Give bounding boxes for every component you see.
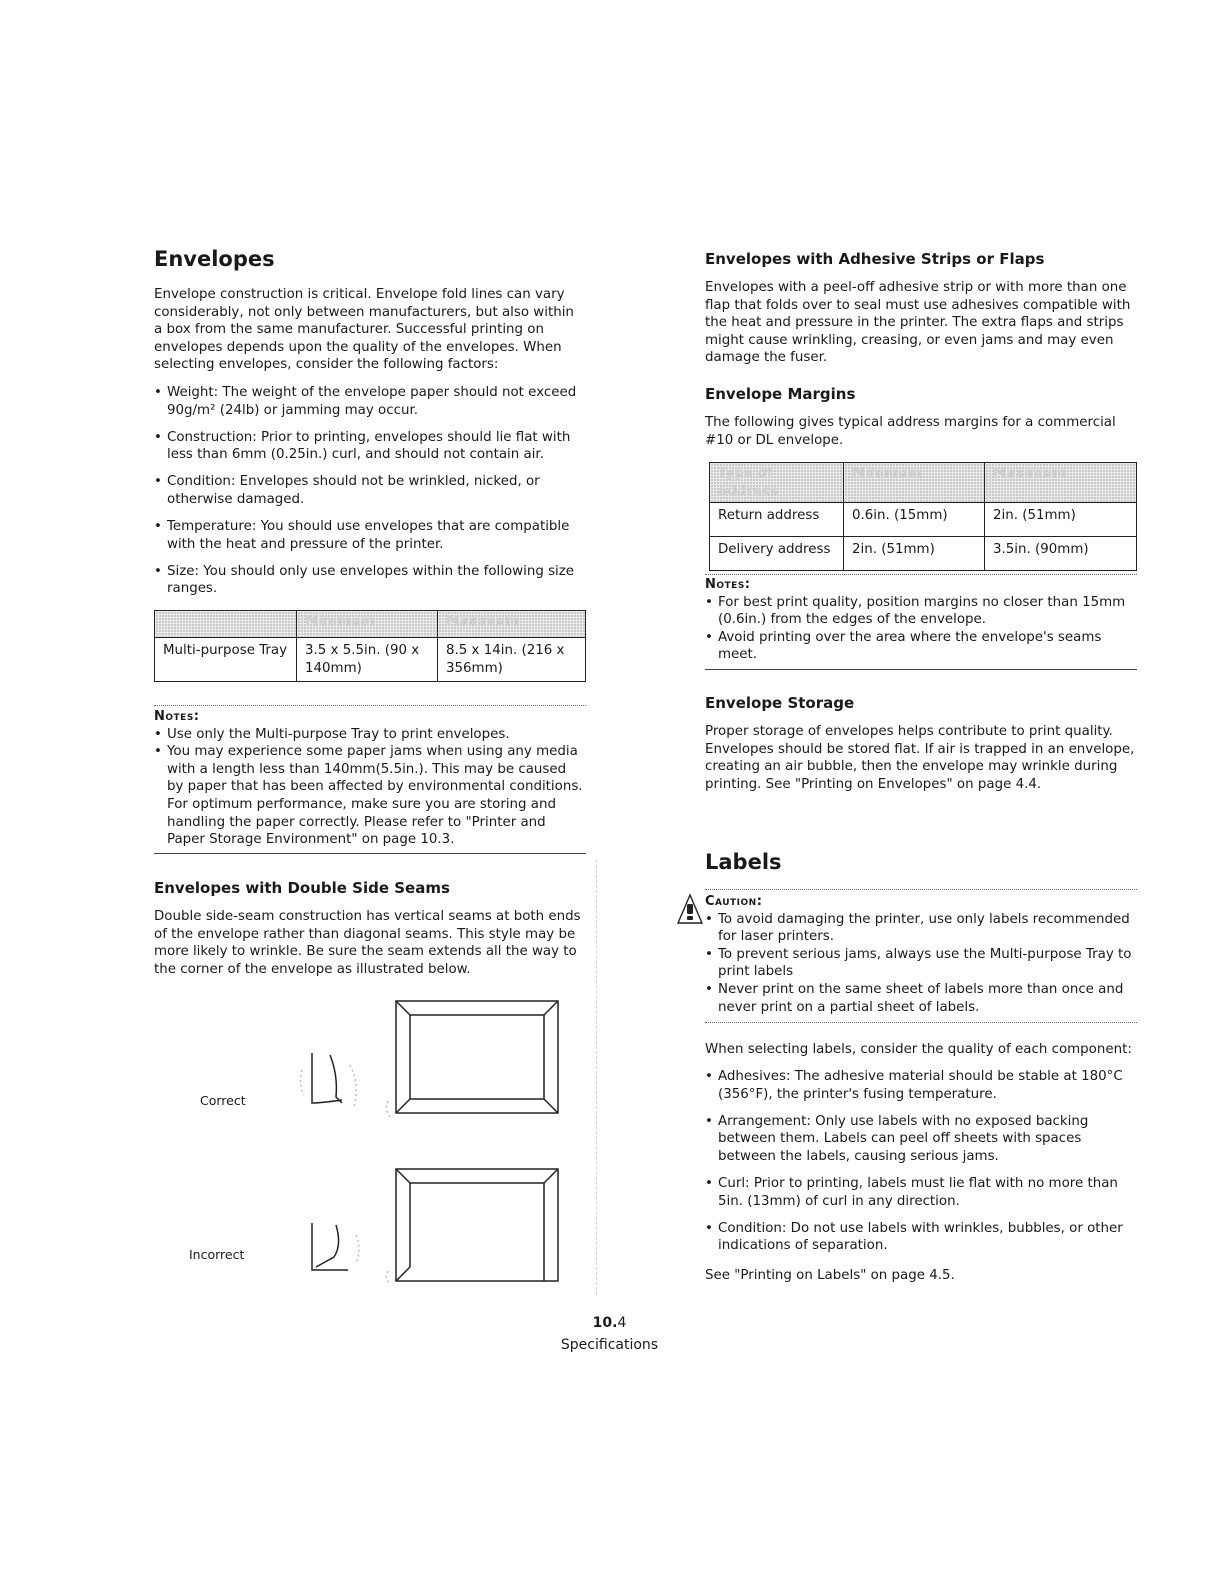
- table-header: Type of address: [710, 463, 844, 503]
- list-item: • You may experience some paper jams when using any media with a length less than 140mm(5.5in.). This may be caused by paper that has been affected by environmental conditions. For optimum performance, make sure you are storing and handling the paper correctly. Please refer to "Printer and Paper Storage Environment" on page 10.3.: [154, 743, 586, 849]
- incorrect-label: Incorrect: [189, 1247, 245, 1262]
- list-item: • For best print quality, position margins no closer than 15mm (0.6in.) from the edges of the envelope.: [705, 594, 1137, 629]
- table-header: Maximum: [438, 611, 586, 638]
- notes-top-rule: [154, 705, 586, 706]
- table-row: [710, 503, 1137, 537]
- notes-bottom-rule: [705, 669, 1137, 670]
- envelope-notes: [154, 708, 586, 849]
- storage-text: Proper storage of envelopes helps contribute to print quality. Envelopes should be stored flat. If air is trapped in an envelope, creating an air bubble, then the envelope may wrinkle during printing. See "Printing on Envelopes" on page 4.4.: [705, 724, 1135, 792]
- list-item: • Adhesives: The adhesive material should be stable at 180°C (356°F), the printer's fusing temperature.: [705, 1068, 1137, 1103]
- column-divider: [596, 860, 597, 1295]
- caution-list: [705, 911, 1137, 1017]
- margin-notes: [705, 576, 1137, 664]
- labels-heading: Labels: [705, 850, 782, 874]
- table-cell: Multi-purpose Tray: [155, 638, 297, 682]
- table-cell: Return address: [710, 503, 844, 537]
- envelopes-intro: Envelope construction is critical. Envelope fold lines can vary considerably, not only between manufacturers, but also within a box from the same manufacturer. Successful printing on envelopes depends upon the quality of the envelopes. When selecting envelopes, consider the following factors:: [154, 287, 574, 373]
- table-cell: 2in. (51mm): [985, 503, 1137, 537]
- labels-see-also: See "Printing on Labels" on page 4.5.: [705, 1268, 955, 1283]
- table-cell: 8.5 x 14in. (216 x 356mm): [438, 638, 586, 682]
- list-item: • Construction: Prior to printing, envelopes should lie flat with less than 6mm (0.25in.) curl, and should not contain air.: [154, 429, 586, 464]
- incorrect-envelope-icon: [386, 1169, 558, 1285]
- notes-list: [154, 726, 586, 849]
- table-cell: 3.5in. (90mm): [985, 537, 1137, 571]
- envelope-size-table: [154, 610, 586, 682]
- list-item: • Weight: The weight of the envelope paper should not exceed 90g/m² (24lb) or jamming may occur.: [154, 384, 586, 419]
- list-item: • Temperature: You should use envelopes that are compatible with the heat and pressure of the printer.: [154, 518, 586, 553]
- margins-text: The following gives typical address margins for a commercial #10 or DL envelope.: [705, 415, 1116, 448]
- list-item: • Condition: Envelopes should not be wrinkled, nicked, or otherwise damaged.: [154, 473, 586, 508]
- correct-seam-detail-icon: [300, 1053, 356, 1107]
- notes-top-rule: [705, 574, 1137, 575]
- correct-label: Correct: [200, 1093, 246, 1108]
- margins-table: [709, 462, 1137, 571]
- labels-intro: When selecting labels, consider the quality of each component:: [705, 1042, 1132, 1057]
- caution-heading: Caution:: [705, 894, 763, 909]
- adhesive-text: Envelopes with a peel-off adhesive strip or with more than one flap that folds over to seal must use adhesives compatible with the heat and pressure in the printer. The extra flaps and strips might cause wrinkling, creasing, or even jams and may even damage the fuser.: [705, 280, 1131, 366]
- page-num: 4: [617, 1315, 627, 1331]
- adhesive-heading: Envelopes with Adhesive Strips or Flaps: [705, 250, 1045, 268]
- page-number: [0, 1315, 1219, 1331]
- list-item: • Size: You should only use envelopes within the following size ranges.: [154, 563, 586, 598]
- margins-heading: Envelope Margins: [705, 385, 856, 403]
- storage-heading: Envelope Storage: [705, 694, 855, 712]
- table-cell: 0.6in. (15mm): [844, 503, 985, 537]
- table-row: [710, 537, 1137, 571]
- correct-envelope-icon: [386, 1001, 558, 1117]
- labels-factors-list: [705, 1068, 1137, 1264]
- incorrect-seam-detail-icon: [312, 1223, 359, 1270]
- notes-list: [705, 594, 1137, 664]
- table-header: Minimum: [844, 463, 985, 503]
- list-item: • Curl: Prior to printing, labels must lie flat with no more than 5in. (13mm) of curl in any direction.: [705, 1175, 1137, 1210]
- table-cell: 3.5 x 5.5in. (90 x 140mm): [297, 638, 438, 682]
- table-header: Maximum: [985, 463, 1137, 503]
- list-item: • To avoid damaging the printer, use only labels recommended for laser printers.: [705, 911, 1137, 946]
- notes-heading: Notes:: [154, 709, 200, 724]
- list-item: • Never print on the same sheet of labels more than once and never print on a partial sheet of labels.: [705, 981, 1137, 1016]
- double-seams-heading: Envelopes with Double Side Seams: [154, 879, 450, 897]
- notes-bottom-rule: [154, 853, 586, 854]
- table-cell: 2in. (51mm): [844, 537, 985, 571]
- envelope-seam-diagram: [280, 995, 580, 1295]
- table-header: Minimum: [297, 611, 438, 638]
- list-item: • Arrangement: Only use labels with no exposed backing between them. Labels can peel off sheets with spaces between the labels, causing serious jams.: [705, 1113, 1137, 1166]
- list-item: • Use only the Multi-purpose Tray to print envelopes.: [154, 726, 586, 744]
- table-header: [155, 611, 297, 638]
- envelope-factors-list: [154, 384, 586, 607]
- list-item: • Avoid printing over the area where the envelope's seams meet.: [705, 629, 1137, 664]
- table-row: [155, 638, 586, 682]
- notes-heading: Notes:: [705, 577, 751, 592]
- list-item: • Condition: Do not use labels with wrinkles, bubbles, or other indications of separation.: [705, 1220, 1137, 1255]
- caution-top-rule: [705, 889, 1137, 890]
- caution-bottom-rule: [705, 1022, 1137, 1023]
- caution-icon: [676, 893, 704, 929]
- envelopes-heading: Envelopes: [154, 247, 275, 271]
- list-item: • To prevent serious jams, always use the Multi-purpose Tray to print labels: [705, 946, 1137, 981]
- double-seams-text: Double side-seam construction has vertical seams at both ends of the envelope rather than diagonal seams. This style may be more likely to wrinkle. Be sure the seam extends all the way to the corner of the envelope as illustrated below.: [154, 909, 581, 977]
- section-name: Specifications: [560, 1337, 659, 1353]
- caution-box: [705, 893, 1137, 1016]
- table-cell: Delivery address: [710, 537, 844, 571]
- page-chapter: 10.: [592, 1315, 618, 1331]
